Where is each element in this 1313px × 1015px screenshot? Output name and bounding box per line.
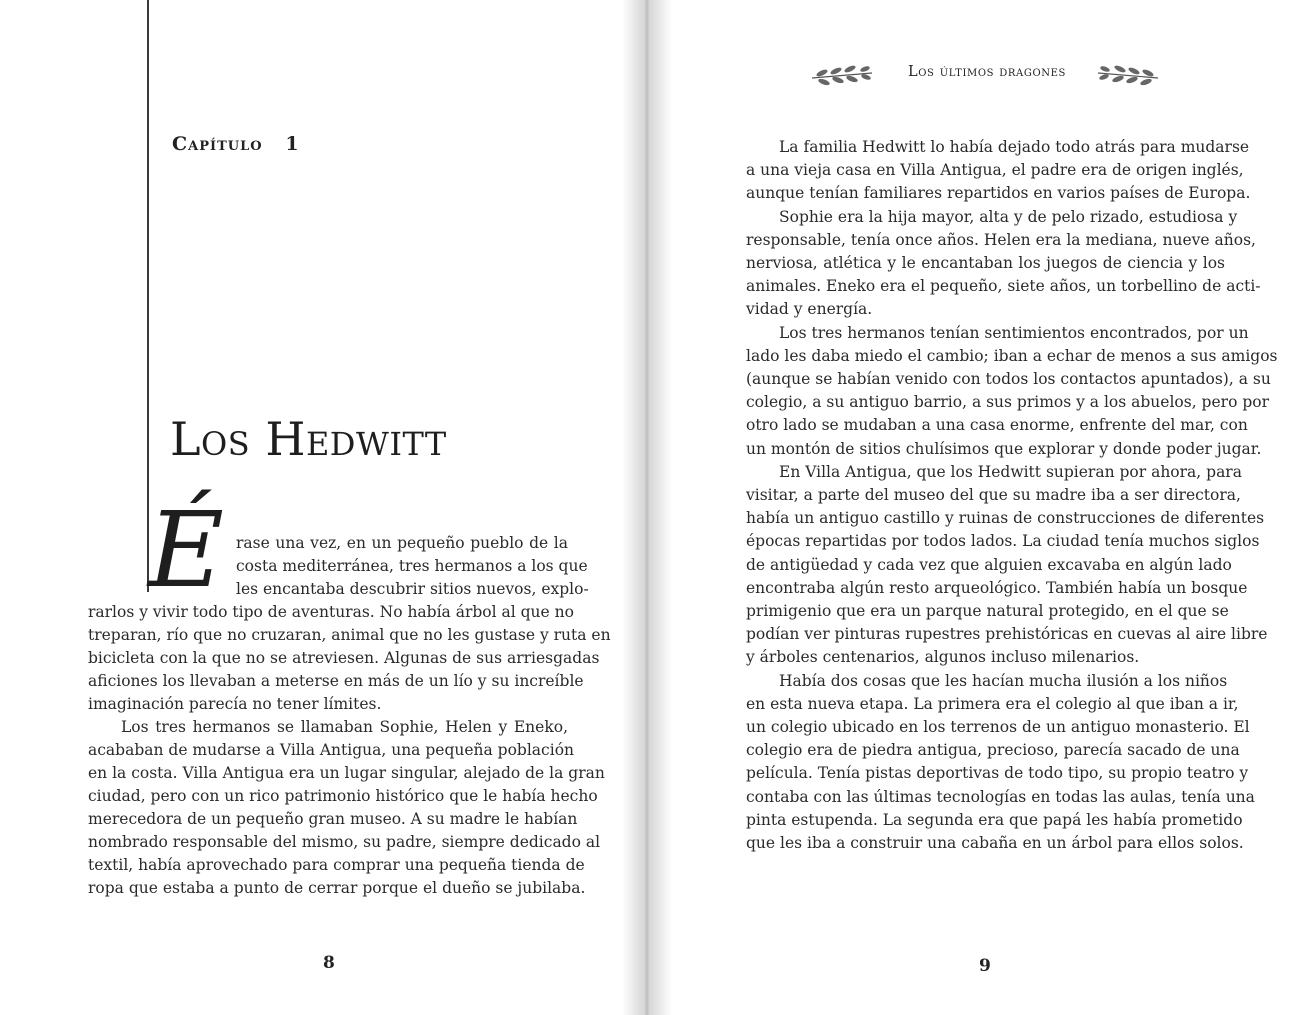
text-line: podían ver pinturas rupestres prehistóricas en cuevas al aire libre (746, 625, 1268, 643)
text-line: En Villa Antigua, que los Hedwitt supieran por ahora, para (779, 463, 1242, 481)
text-line: visitar, a parte del museo del que su madre iba a ser directora, (746, 486, 1241, 504)
text-line: rase una vez, en un pequeño pueblo de la (236, 534, 568, 552)
page-number-left: 8 (323, 953, 335, 973)
chapter-title: Los Hedwitt (170, 412, 447, 466)
text-line: película. Tenía pistas deportivas de todo tipo, su propio teatro y (746, 764, 1249, 782)
text-line: treparan, río que no cruzaran, animal que no les gustase y ruta en (88, 626, 611, 644)
text-line: que les iba a construir una cabaña en un árbol para ellos solos. (746, 834, 1244, 852)
text-line: les encantaba descubrir sitios nuevos, explo- (236, 580, 589, 598)
text-line: vidad y energía. (746, 300, 873, 318)
text-line: en la costa. Villa Antigua era un lugar singular, alejado de la gran (88, 764, 605, 782)
text-line: colegio, a su antiguo barrio, a sus primos y a los abuelos, pero por (746, 393, 1269, 411)
text-line: Sophie era la hija mayor, alta y de pelo rizado, estudiosa y (779, 208, 1238, 226)
text-line: había un antiguo castillo y ruinas de construcciones de diferentes (746, 509, 1265, 527)
laurel-branch-icon (1094, 64, 1160, 86)
text-line: (aunque se habían venido con todos los contactos apuntados), a su (746, 370, 1271, 388)
text-line: y árboles centenarios, algunos incluso milenarios. (746, 648, 1140, 666)
text-line: Los tres hermanos se llamaban Sophie, Helen y Eneko, (121, 718, 568, 736)
text-line: lado les daba miedo el cambio; iban a echar de menos a sus amigos (746, 347, 1278, 365)
text-line: un colegio ubicado en los terrenos de un antiguo monasterio. El (746, 718, 1250, 736)
text-line: textil, había aprovechado para comprar una pequeña tienda de (88, 856, 585, 874)
running-head-title: Los últimos dragones (908, 64, 1066, 80)
laurel-branch-icon (810, 64, 876, 86)
text-line: nombrado responsable del mismo, su padre, siempre dedicado al (88, 833, 601, 851)
left-page (0, 0, 640, 1015)
text-line: acababan de mudarse a Villa Antigua, una pequeña población (88, 741, 575, 759)
page-number-right: 9 (979, 956, 991, 976)
chapter-label: Capítulo 1 (172, 133, 300, 155)
text-line: colegio era de piedra antigua, precioso, parecía sacado de una (746, 741, 1240, 759)
text-line: contaba con las últimas tecnologías en todas las aulas, tenía una (746, 788, 1255, 806)
drop-cap: É (148, 489, 224, 611)
text-line: aficiones los llevaban a meterse en más de un lío y su increíble (88, 672, 584, 690)
text-line: ciudad, pero con un rico patrimonio histórico que le había hecho (88, 787, 598, 805)
running-head (810, 62, 1160, 88)
text-line: un montón de sitios chulísimos que explorar y donde poder jugar. (746, 440, 1262, 458)
text-line: Había dos cosas que les hacían mucha ilusión a los niños (779, 672, 1228, 690)
text-line: ropa que estaba a punto de cerrar porque el dueño se jubilaba. (88, 879, 586, 897)
text-line: épocas repartidas por todos lados. La ciudad tenía muchos siglos (746, 532, 1260, 550)
text-line: aunque tenían familiares repartidos en varios países de Europa. (746, 184, 1251, 202)
text-line: nerviosa, atlética y le encantaban los juegos de ciencia y los (746, 254, 1225, 272)
text-line: Los tres hermanos tenían sentimientos encontrados, por un (779, 324, 1249, 342)
text-line: merecedora de un pequeño gran museo. A su madre le habían (88, 810, 578, 828)
text-line: otro lado se mudaban a una casa enorme, enfrente del mar, con (746, 416, 1248, 434)
text-line: bicicleta con la que no se atreviesen. Algunas de sus arriesgadas (88, 649, 600, 667)
text-line: costa mediterránea, tres hermanos a los que (236, 557, 588, 575)
text-line: animales. Eneko era el pequeño, siete años, un torbellino de acti- (746, 277, 1261, 295)
text-line: en esta nueva etapa. La primera era el colegio al que iban a ir, (746, 695, 1239, 713)
text-line: responsable, tenía once años. Helen era la mediana, nueve años, (746, 231, 1256, 249)
text-line: rarlos y vivir todo tipo de aventuras. No había árbol al que no (88, 603, 574, 621)
text-line: primigenio que era un parque natural protegido, en el que se (746, 602, 1229, 620)
text-line: de antigüedad y cada vez que alguien excavaba en algún lado (746, 556, 1232, 574)
text-line: La familia Hedwitt lo había dejado todo atrás para mudarse (779, 138, 1250, 156)
text-line: a una vieja casa en Villa Antigua, el padre era de origen inglés, (746, 161, 1244, 179)
text-line: imaginación parecía no tener límites. (88, 695, 382, 713)
text-line: encontraba algún resto arqueológico. También había un bosque (746, 579, 1248, 597)
text-line: pinta estupenda. La segunda era que papá les había prometido (746, 811, 1243, 829)
